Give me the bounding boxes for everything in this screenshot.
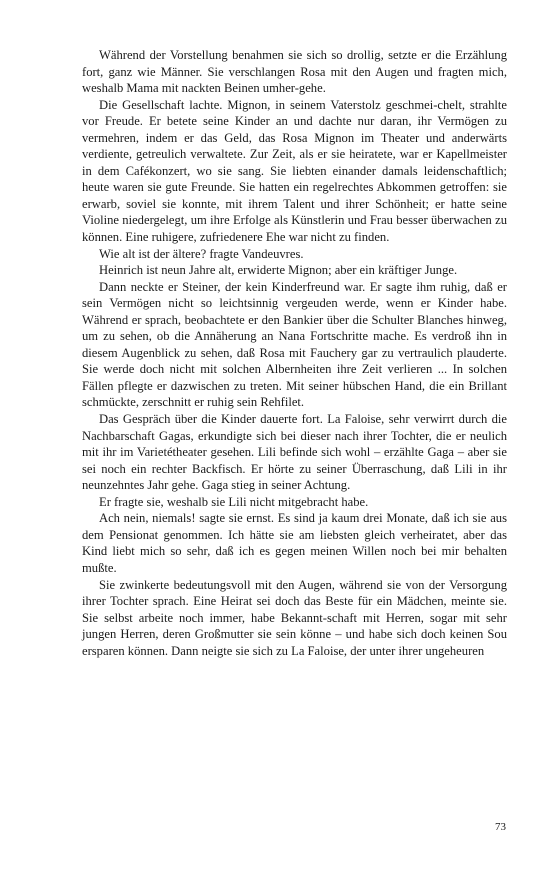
body-text — [82, 47, 507, 659]
paragraph: Während der Vorstellung benahmen sie sich so drollig, setzte er die Erzählung fort, ganz wie Männer. Sie verschlangen Rosa mit den Augen und fragten mich, weshalb Mama mit nackten Beinen umher-gehe. — [82, 48, 507, 96]
paragraph: Sie zwinkerte bedeutungsvoll mit den Augen, während sie von der Versorgung ihrer Tochter sprach. Eine Heirat sei doch das Beste für ein Mädchen, meinte sie. Sie selbst arbeite noch immer, habe Bekannt-schaft mit Herren, sogar mit sehr jungen Herren, deren Großmutter sie sein könne – und habe sich doch keinen Sou ersparen können. Dann neigte sie sich zu La Faloise, der unter ihrer ungeheuren — [82, 577, 507, 658]
paragraph: Das Gespräch über die Kinder dauerte fort. La Faloise, sehr verwirrt durch die Nachbarschaft Gagas, erkundigte sich bei dieser nach ihrer Tochter, die er neulich mit ihr im Varietétheater gesehen. Lili befinde sich wohl – erzählte Gaga – aber sie sei noch ein rechter Backfisch. Er hörte zu seiner Überraschung, daß Lili in ihr neunzehntes Jahr gehe. Gaga stieg in seiner Achtung. — [82, 412, 507, 493]
paragraph: Er fragte sie, weshalb sie Lili nicht mitgebracht habe. — [99, 494, 369, 509]
paragraph: Heinrich ist neun Jahre alt, erwiderte Mignon; aber ein kräftiger Junge. — [99, 263, 458, 278]
page-number: 73 — [495, 821, 506, 833]
paragraph: Wie alt ist der ältere? fragte Vandeuvres. — [99, 246, 304, 261]
paragraph: Ach nein, niemals! sagte sie ernst. Es sind ja kaum drei Monate, daß ich sie aus dem Pensionat genommen. Ich hätte sie am liebsten gleich verheiratet, aber das Kind liebt mich so sehr, daß ich es gegen meinen Willen noch bei mir behalten mußte. — [82, 511, 507, 575]
paragraph: Dann neckte er Steiner, der kein Kinderfreund war. Er sagte ihm ruhig, daß er sein Vermögen nicht so leichtsinnig vergeuden werde, wenn er Kinder habe. Während er sprach, beobachtete er den Bankier über die Schulter Blanches hinweg, um zu sehen, ob die Annäherung an Nana Fortschritte mache. Es verdroß ihn in diesem Augenblick zu sehen, daß Rosa mit Fauchery gar zu vertraulich plauderte. Sie werde doch nicht mit solchen Albernheiten ihre Zeit verlieren ... In solchen Fällen pflegte er dazwischen zu treten. Mit seiner hübschen Hand, die ein Brillant schmückte, zerschnitt er ruhig sein Rehfilet. — [82, 279, 507, 410]
paragraph: Die Gesellschaft lachte. Mignon, in seinem Vaterstolz geschmei-chelt, strahlte vor Freude. Er betete seine Kinder an und dachte nur daran, ihr Vermögen zu vermehren, indem er das Geld, das Rosa Mignon im Theater und anderwärts verdiente, getreulich verwaltete. Zur Zeit, als er sie heiratete, war er Kapellmeister in dem Cafékonzert, wo sie sang. Sie liebten einander damals leidenschaftlich; heute waren sie gute Freunde. Sie hatten ein regelrechtes Abkommen getroffen: sie erwarb, soviel sie konnte, mit ihrem Talent und ihrer Schönheit; er hatte seine Violine niedergelegt, um ihre Erfolge als Künstlerin und Frau besser überwachen zu können. Eine ruhigere, zufriedenere Ehe war nicht zu finden. — [82, 97, 507, 245]
